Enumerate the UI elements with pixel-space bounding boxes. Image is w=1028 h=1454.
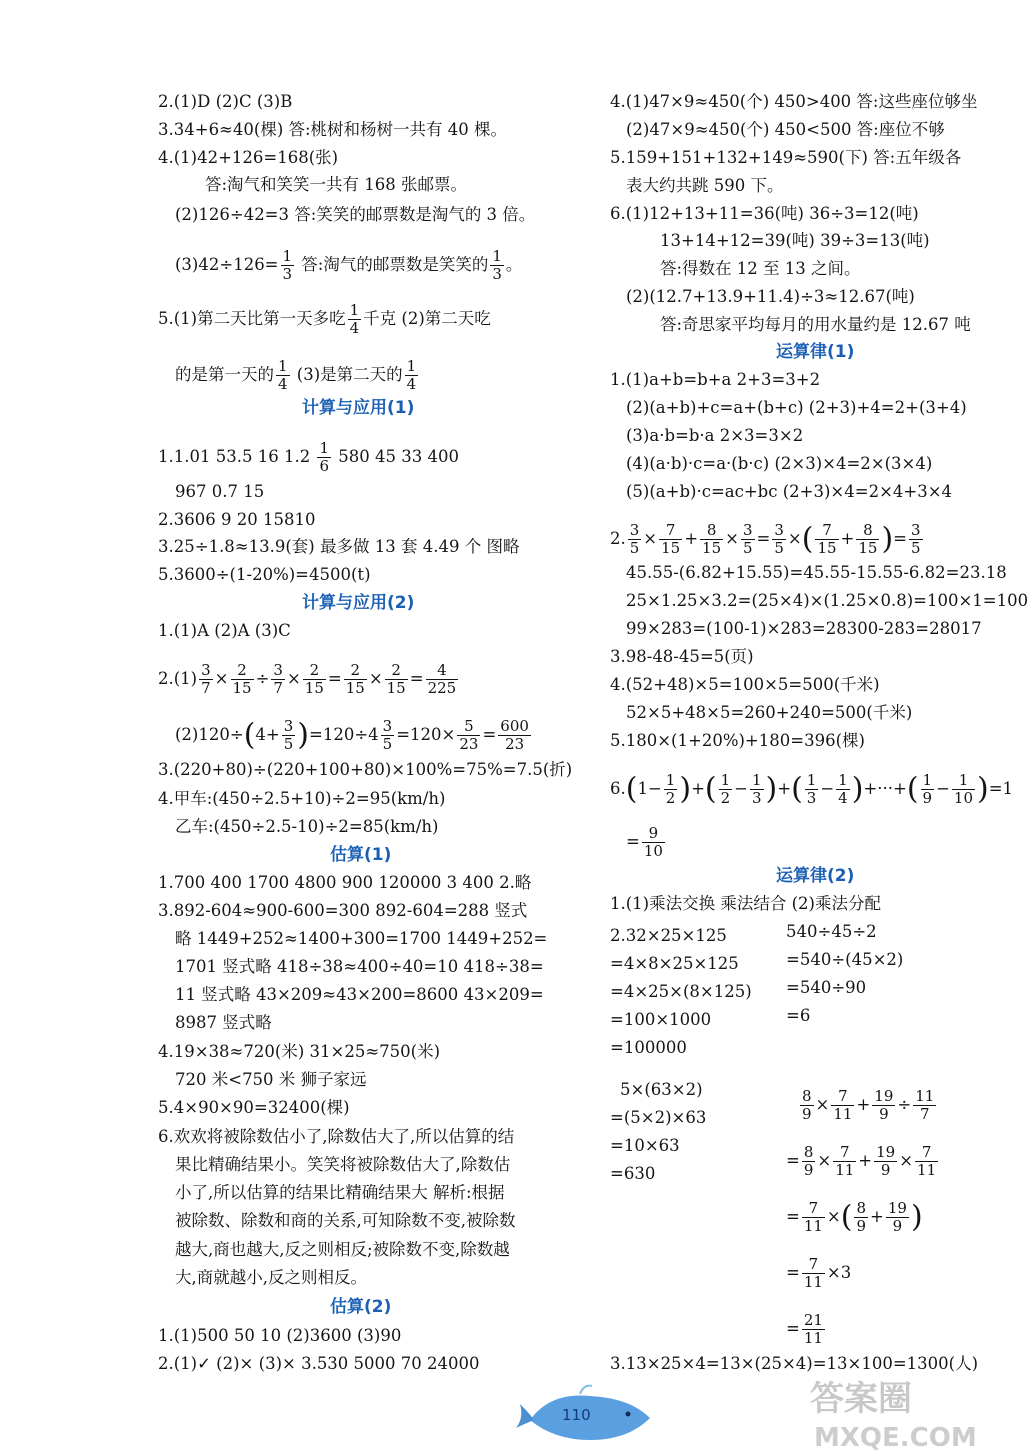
answer-line: 45.55-(6.82+15.55)=45.55-15.55-6.82=23.18 [626,563,1007,582]
fraction: $\frac{7}{11}$ [917,1143,937,1179]
answer-line: 25×1.25×3.2=(25×4)×(1.25×0.8)=100×1=100 [626,591,1028,610]
calc-line: = $\frac{7}{11}$ ×3 [786,1255,852,1291]
answer-line: 5.3600÷(1-20%)=4500(t) [158,565,371,584]
watermark-line2: MXQE.COM [814,1423,977,1453]
answer-line: 5.(1)第二天比第一天多吃 $\frac{1}{4}$ 千克 (2)第二天吃 [158,301,491,337]
fraction: $\frac{7}{11}$ [835,1143,855,1179]
answer-line: 5.4×90×90=32400(棵) [158,1098,350,1117]
calc-line: = $\frac{8}{9}$ × $\frac{7}{11}$ + $\frac{19}{9}$ × $\frac{7}{11}$ [786,1143,937,1179]
fraction: $\frac{7}{15}$ [661,521,681,557]
answer-line: 大,商就越小,反之则相反。 [175,1268,367,1287]
fraction: $\frac{19}{9}$ [874,1087,894,1123]
answer-line: 表大约共跳 590 下。 [626,176,784,195]
answer-line: 果比精确结果小。笑笑将被除数估大了,除数估 [175,1155,511,1174]
answer-line: 8987 竖式略 [175,1013,272,1032]
answer-line: 1.(1)500 50 10 (2)3600 (3)90 [158,1326,402,1345]
answer-line: 4.甲车:(450÷2.5+10)÷2=95(km/h) [158,789,446,808]
fraction: $\frac{3}{5}$ [911,521,921,557]
calc-line: =540÷(45×2) [786,950,904,969]
fraction: $\frac{1}{10}$ [953,771,974,807]
fraction: $\frac{3}{7}$ [201,661,211,697]
fraction: $\frac{19}{9}$ [887,1199,907,1235]
answer-line: 2.(1)D (2)C (3)B [158,92,293,111]
fraction: $\frac{8}{15}$ [858,521,878,557]
answer-line: 1.1.01 53.5 16 1.2 $\frac{1}{6}$ 580 45 33 400 [158,439,459,475]
answer-line: 6.欢欢将被除数估小了,除数估大了,所以估算的结 [158,1127,515,1146]
page-number: 110 [562,1406,591,1424]
answer-line: 略 1449+252≈1400+300=1700 1449+252= [175,929,548,948]
section-heading: 计算与应用(2) [302,593,415,613]
right-column [596,0,1028,1454]
answer-line: (2)(12.7+13.9+11.4)÷3≈12.67(吨) [626,287,915,306]
fraction: $\frac{1}{4}$ [406,357,417,393]
answer-line: 3.25÷1.8≈13.9(套) 最多做 13 套 4.49 个 图略 [158,537,520,556]
answer-line: 答:得数在 12 至 13 之间。 [660,259,861,278]
fraction: $\frac{3}{7}$ [273,661,283,697]
fraction: $\frac{8}{15}$ [702,521,722,557]
answer-line: 4.19×38≈720(米) 31×25≈750(米) [158,1042,441,1061]
fraction: $\frac{3}{5}$ [283,717,294,753]
calc-line: =10×63 [610,1136,680,1155]
answer-line: 967 0.7 15 [175,482,265,501]
answer-line: (5)(a+b)·c=ac+bc (2+3)×4=2×4+3×4 [626,482,953,501]
fraction: $\frac{3}{5}$ [774,521,784,557]
answer-line: 13+14+12=39(吨) 39÷3=13(吨) [660,231,930,250]
answer-line: (2)120÷(4+ $\frac{3}{5}$ )=120÷4 $\frac{3}{5}$ =120× $\frac{5}{23}$ = $\frac{600}{23}$ [175,717,529,753]
fraction: $\frac{1}{2}$ [665,771,676,807]
answer-line: 2.3606 9 20 15810 [158,510,316,529]
fraction: $\frac{2}{15}$ [232,661,252,697]
fraction: $\frac{1}{4}$ [349,301,360,337]
answer-line: 乙车:(450÷2.5-10)÷2=85(km/h) [175,817,439,836]
answer-line: 6.(1)12+13+11=36(吨) 36÷3=12(吨) [610,204,919,223]
fraction: $\frac{7}{11}$ [803,1255,823,1291]
answer-line: 被除数、除数和商的关系,可知除数不变,被除数 [175,1211,516,1230]
calc-line: =100000 [610,1038,687,1057]
answer-line: (4)(a·b)·c=a·(b·c) (2×3)×4=2×(3×4) [626,454,933,473]
calc-line: =4×8×25×125 [610,954,739,973]
answer-line: 1.(1)a+b=b+a 2+3=3+2 [610,370,821,389]
answer-line: 3.34+6≈40(棵) 答:桃树和杨树一共有 40 棵。 [158,120,508,139]
calc-line: = $\frac{7}{11}$ ×( $\frac{8}{9}$ + $\frac{19}{9}$ ) [786,1199,923,1235]
fraction: $\frac{3}{5}$ [629,521,640,557]
answer-line: 1.(1)乘法交换 乘法结合 (2)乘法分配 [610,894,881,913]
fraction: $\frac{1}{4}$ [278,357,288,393]
answer-line: 720 米<750 米 狮子家远 [175,1070,367,1089]
fraction: $\frac{3}{5}$ [742,521,753,557]
fraction: $\frac{2}{15}$ [304,661,324,697]
calc-line: =6 [786,1006,811,1025]
fraction: $\frac{8}{9}$ [803,1143,814,1179]
section-heading: 估算(2) [330,1297,392,1317]
fraction: $\frac{1}{3}$ [806,771,817,807]
fraction: $\frac{600}{23}$ [500,717,529,753]
fraction: $\frac{11}{7}$ [915,1087,935,1123]
answer-line: 11 竖式略 43×209≈43×200=8600 43×209= [175,985,544,1004]
section-heading: 运算律(2) [776,866,855,886]
answer-line: 3.892-604≈900-600=300 892-604=288 竖式 [158,901,528,920]
answer-line: 2.(1) $\frac{3}{7}$ × $\frac{2}{15}$ ÷ $\frac{3}{7}$ × $\frac{2}{15}$ = $\frac{2}{15}$ × $\frac{2}{15}$ = $\frac{4}{225}$ [158,661,457,697]
fraction: $\frac{1}{2}$ [720,771,731,807]
answer-line: 1.700 400 1700 4800 900 120000 3 400 2.略 [158,873,532,892]
answer-line: = $\frac{9}{10}$ [626,824,663,860]
calc-line: =630 [610,1164,656,1183]
answer-line: 6.(1− $\frac{1}{2}$ )+( $\frac{1}{2}$ − $\frac{1}{3}$ )+( $\frac{1}{3}$ − $\frac{1}{4}$ )+···+( $\frac{1}{9}$ − $\frac{1}{10}$ )=1 [610,771,1014,807]
fraction: $\frac{8}{9}$ [802,1087,812,1123]
section-heading: 估算(1) [330,845,392,865]
section-heading: 计算与应用(1) [302,398,415,418]
fraction: $\frac{1}{9}$ [922,771,933,807]
fraction: $\frac{4}{225}$ [427,661,457,697]
answer-line: (3)42÷126= $\frac{1}{3}$ 答:淘气的邮票数是笑笑的 $\frac{1}{3}$ 。 [175,247,523,283]
answer-line: 小了,所以估算的结果比精确结果大 解析:根据 [175,1183,505,1202]
calc-line: =100×1000 [610,1010,712,1029]
answer-line: 4.(1)47×9≈450(个) 450>400 答:这些座位够坐 [610,92,978,111]
answer-line: 99×283=(100-1)×283=28300-283=28017 [626,619,982,638]
calc-line: 2.32×25×125 [610,926,727,945]
answer-line: 越大,商也越大,反之则相反;被除数不变,除数越 [175,1240,510,1259]
fraction: $\frac{3}{5}$ [382,717,393,753]
answer-line: 2.(1)✓ (2)× (3)× 3.530 5000 70 24000 [158,1354,480,1373]
fraction: $\frac{9}{10}$ [643,824,663,860]
answer-line: 答:淘气和笑笑一共有 168 张邮票。 [205,175,468,194]
fraction: $\frac{2}{15}$ [386,661,406,697]
answer-line: 1.(1)A (2)A (3)C [158,621,291,640]
fraction: $\frac{2}{15}$ [345,661,365,697]
calc-line: 5×(63×2) [620,1080,703,1099]
calc-line: =(5×2)×63 [610,1108,707,1127]
watermark-logo [800,1370,1000,1454]
calc-line: $\frac{8}{9}$ × $\frac{7}{11}$ + $\frac{19}{9}$ ÷ $\frac{11}{7}$ [802,1087,935,1123]
fraction: $\frac{5}{23}$ [459,717,479,753]
fraction: $\frac{7}{15}$ [817,521,837,557]
answer-line: 4.(52+48)×5=100×5=500(千米) [610,675,880,694]
answer-line: 2. $\frac{3}{5}$ × $\frac{7}{15}$ + $\frac{8}{15}$ × $\frac{3}{5}$ = $\frac{3}{5}$ ×( $\frac{7}{15}$ + $\frac{8}{15}$ )= $\frac{3}{5}$ [610,521,921,557]
fraction: $\frac{7}{11}$ [803,1199,823,1235]
watermark-line1: 答案圈 [810,1379,912,1419]
answer-line: 答:奇思家平均每月的用水量约是 12.67 吨 [660,315,971,334]
answer-line: (2)(a+b)+c=a+(b+c) (2+3)+4=2+(3+4) [626,398,967,417]
answer-line: 52×5+48×5=260+240=500(千米) [626,703,913,722]
fraction: $\frac{1}{3}$ [282,247,293,283]
calc-line: =4×25×(8×125) [610,982,752,1001]
section-heading: 运算律(1) [776,342,855,362]
fraction: $\frac{21}{11}$ [803,1311,823,1347]
fraction: $\frac{19}{9}$ [876,1143,896,1179]
fraction: $\frac{7}{11}$ [833,1087,853,1123]
calc-line: = $\frac{21}{11}$ [786,1311,823,1347]
answer-line: 3.(220+80)÷(220+100+80)×100%=75%=7.5(折) [158,760,573,779]
answer-line: (3)a·b=b·a 2×3=3×2 [626,426,804,445]
answer-line: 的是第一天的 $\frac{1}{4}$ (3)是第二天的 $\frac{1}{4}$ [175,357,417,393]
fraction: $\frac{1}{6}$ [319,439,329,475]
answer-line: (2)47×9≈450(个) 450<500 答:座位不够 [626,120,945,139]
fraction: $\frac{8}{9}$ [856,1199,867,1235]
answer-line: 3.98-48-45=5(页) [610,647,754,666]
answer-line: 1701 竖式略 418÷38≈400÷40=10 418÷38= [175,957,544,976]
fraction: $\frac{1}{3}$ [492,247,502,283]
answer-line: 5.159+151+132+149≈590(下) 答:五年级各 [610,148,962,167]
answer-line: 4.(1)42+126=168(张) [158,148,339,167]
calc-line: =540÷90 [786,978,867,997]
answer-line: (2)126÷42=3 答:笑笑的邮票数是淘气的 3 倍。 [175,205,536,224]
answer-line: 5.180×(1+20%)+180=396(棵) [610,731,865,750]
answer-line: 3.13×25×4=13×(25×4)=13×100=1300(人) [610,1354,979,1373]
fraction: $\frac{1}{4}$ [838,771,848,807]
calc-line: 540÷45÷2 [786,922,877,941]
fraction: $\frac{1}{3}$ [751,771,762,807]
